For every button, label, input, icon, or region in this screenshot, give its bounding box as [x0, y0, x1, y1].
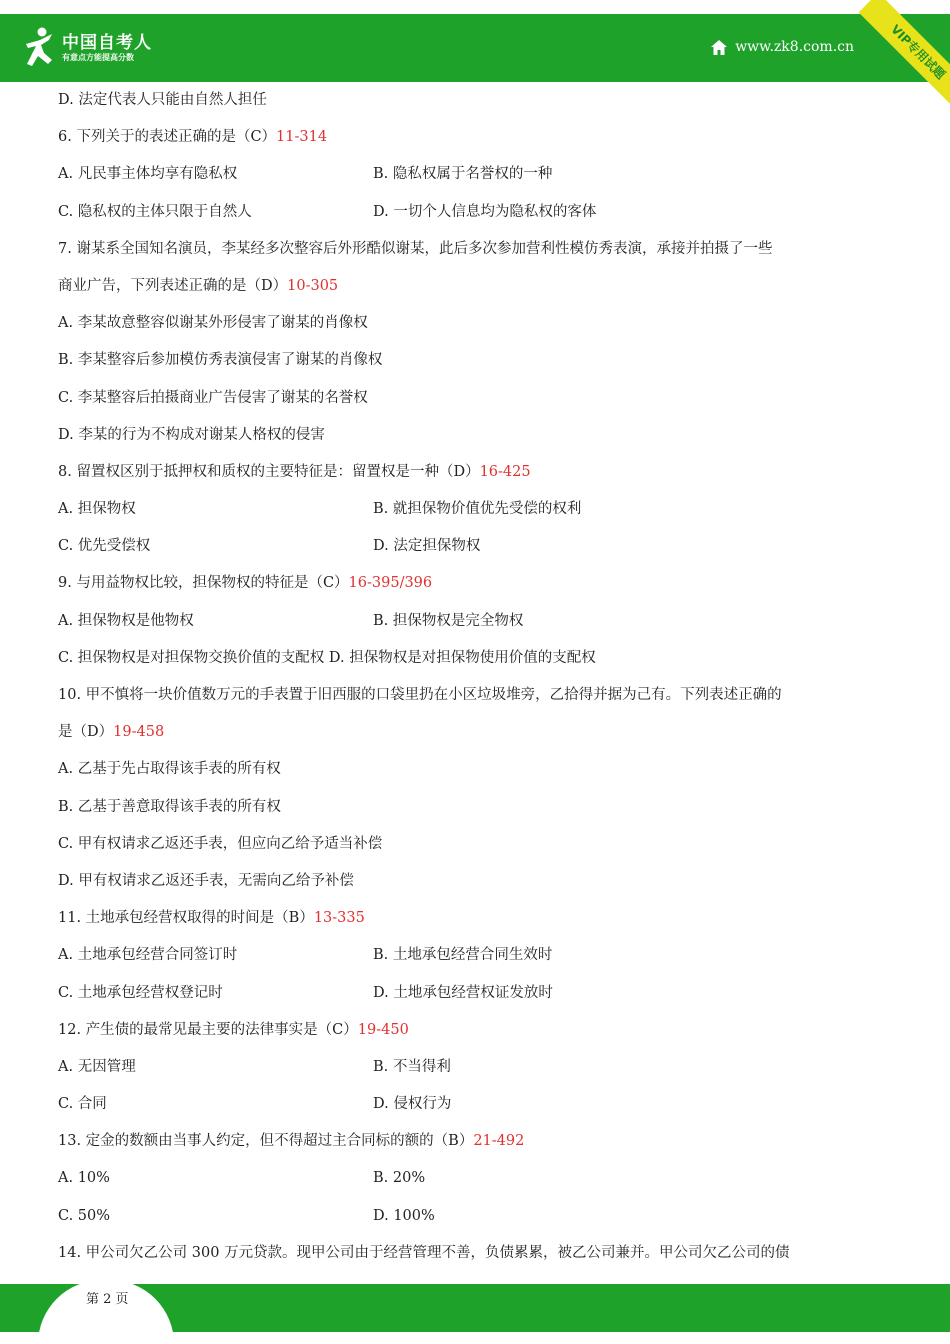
option-right: B. 不当得利: [373, 1058, 451, 1075]
page-reference: 10-305: [287, 277, 339, 294]
option-right: D. 法定担保物权: [373, 538, 481, 555]
text-line: [58, 532, 903, 569]
option-left: C. 隐私权的主体只限于自然人: [58, 203, 252, 220]
text-line: [58, 941, 903, 978]
option-left: A. 担保物权是他物权: [58, 612, 194, 629]
line-text: 是（D）: [58, 724, 114, 741]
text-line: [58, 718, 903, 755]
page-reference: 16-425: [479, 463, 531, 480]
text-line: [58, 346, 903, 383]
text-line: [58, 1127, 903, 1164]
option-left: A. 无因管理: [58, 1058, 136, 1075]
text-line: [58, 272, 903, 309]
home-icon: [711, 40, 727, 55]
option-left: C. 50%: [58, 1207, 111, 1224]
question-content: [58, 86, 903, 1276]
text-line: [58, 86, 903, 123]
text-line: [58, 458, 903, 495]
option-left: C. 优先受偿权: [58, 538, 151, 555]
page-reference: 13-335: [313, 910, 365, 927]
text-line: [58, 644, 903, 681]
text-line: [58, 384, 903, 421]
option-left: A. 10%: [58, 1170, 110, 1187]
text-line: [58, 1164, 903, 1201]
line-text: 13. 定金的数额由当事人约定，但不得超过主合同标的额的（B）: [58, 1133, 474, 1150]
text-line: [58, 607, 903, 644]
text-line: [58, 235, 903, 272]
text-line: [58, 1016, 903, 1053]
site-link[interactable]: [711, 39, 854, 55]
text-line: [58, 495, 903, 532]
text-line: [58, 979, 903, 1016]
text-line: [58, 793, 903, 830]
option-right: B. 土地承包经营合同生效时: [373, 947, 553, 964]
line-text: A. 李某故意整容似谢某外形侵害了谢某的肖像权: [58, 315, 368, 332]
text-line: [58, 681, 903, 718]
text-line: [58, 198, 903, 235]
text-line: [58, 830, 903, 867]
page-number: 第 2 页: [86, 1292, 129, 1307]
logo-title: 中国自考人: [62, 33, 152, 53]
logo-subtitle: 有意点方能提高分数: [62, 53, 134, 62]
line-text: 12. 产生债的最常见最主要的法律事实是（C）: [58, 1021, 358, 1038]
line-text: 9. 与用益物权比较，担保物权的特征是（C）: [58, 575, 349, 592]
text-line: [58, 160, 903, 197]
line-text: C. 李某整容后拍摄商业广告侵害了谢某的名誉权: [58, 389, 368, 406]
line-text: C. 担保物权是对担保物交换价值的支配权 D. 担保物权是对担保物使用价值的支配权: [58, 649, 596, 666]
line-text: 商业广告，下列表述正确的是（D）: [58, 277, 288, 294]
option-left: C. 合同: [58, 1096, 107, 1113]
page-reference: 19-458: [113, 724, 165, 741]
page-reference: 16-395/396: [348, 575, 433, 592]
line-text: 10. 甲不慎将一块价值数万元的手表置于旧西服的口袋里扔在小区垃圾堆旁，乙拾得并据为己有。下列表述正确的: [58, 687, 782, 703]
line-text: D. 李某的行为不构成对谢某人格权的侵害: [58, 426, 325, 443]
text-line: [58, 755, 903, 792]
option-right: D. 100%: [373, 1207, 435, 1224]
line-text: B. 乙基于善意取得该手表的所有权: [58, 798, 281, 815]
line-text: 7. 谢某系全国知名演员，李某经多次整容后外形酷似谢某，此后多次参加营利性模仿秀表演，承接并拍摄了一些: [58, 240, 773, 257]
option-right: D. 一切个人信息均为隐私权的客体: [373, 203, 597, 220]
page-reference: 19-450: [357, 1021, 409, 1038]
option-left: A. 担保物权: [58, 501, 136, 518]
option-left: A. 凡民事主体均享有隐私权: [58, 166, 238, 183]
line-text: A. 乙基于先占取得该手表的所有权: [58, 761, 281, 778]
option-right: B. 隐私权属于名誉权的一种: [373, 166, 553, 183]
vip-badge: VIP专用试题: [859, 0, 950, 111]
page-reference: 11-314: [276, 129, 328, 146]
line-text: 14. 甲公司欠乙公司 300 万元贷款。现甲公司由于经营管理不善，负债累累，被乙公司兼并。甲公司欠乙公司的债: [58, 1244, 790, 1261]
text-line: [58, 569, 903, 606]
option-left: A. 土地承包经营合同签订时: [58, 947, 238, 964]
header-bar: [0, 14, 950, 82]
line-text: 8. 留置权区别于抵押权和质权的主要特征是：留置权是一种（D）: [58, 463, 480, 480]
text-line: [58, 123, 903, 160]
page-reference: 21-492: [473, 1133, 525, 1150]
text-line: [58, 1202, 903, 1239]
option-right: D. 侵权行为: [373, 1096, 452, 1113]
option-right: B. 就担保物价值优先受偿的权利: [373, 501, 582, 518]
option-left: C. 土地承包经营权登记时: [58, 984, 223, 1001]
text-line: [58, 421, 903, 458]
text-line: [58, 1239, 903, 1276]
site-url: www.zk8.com.cn: [735, 39, 854, 55]
line-text: C. 甲有权请求乙返还手表，但应向乙给予适当补偿: [58, 835, 383, 852]
option-right: D. 土地承包经营权证发放时: [373, 984, 553, 1001]
text-line: [58, 867, 903, 904]
text-line: [58, 1090, 903, 1127]
line-text: 6. 下列关于的表述正确的是（C）: [58, 129, 277, 146]
line-text: B. 李某整容后参加模仿秀表演侵害了谢某的肖像权: [58, 352, 383, 369]
logo[interactable]: [22, 26, 162, 70]
line-text: D. 法定代表人只能由自然人担任: [58, 92, 267, 108]
text-line: [58, 904, 903, 941]
line-text: D. 甲有权请求乙返还手表，无需向乙给予补偿: [58, 872, 354, 889]
running-man-icon: [22, 26, 58, 70]
option-right: B. 担保物权是完全物权: [373, 612, 524, 629]
text-line: [58, 309, 903, 346]
option-right: B. 20%: [373, 1170, 426, 1187]
text-line: [58, 1053, 903, 1090]
line-text: 11. 土地承包经营权取得的时间是（B）: [58, 910, 314, 927]
